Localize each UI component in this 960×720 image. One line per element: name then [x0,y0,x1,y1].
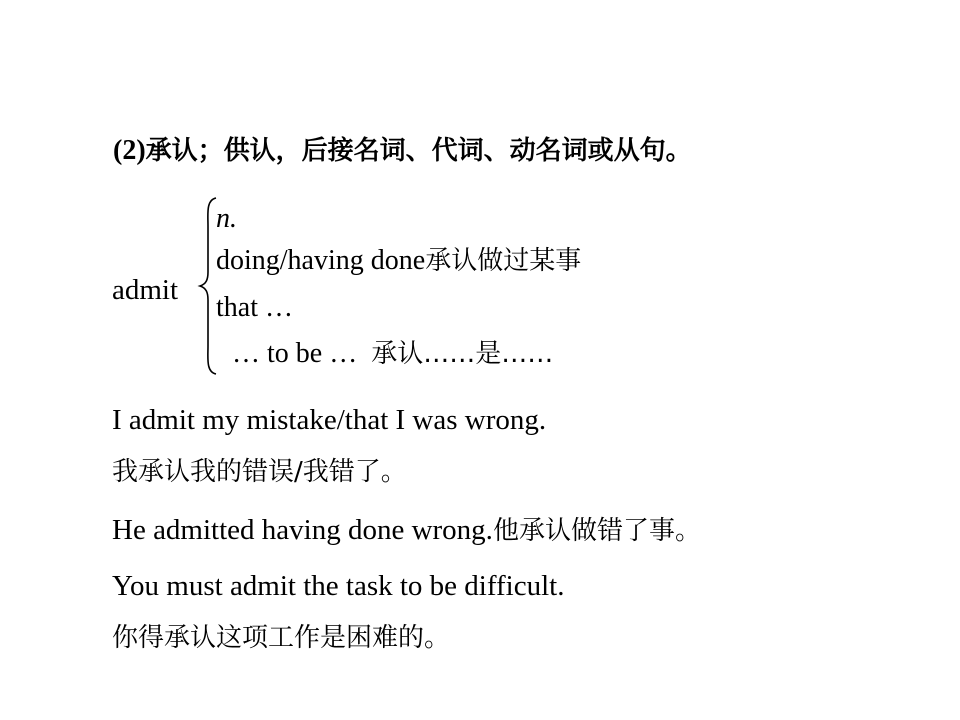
usage-doing-zh: 承认做过某事 [425,246,582,276]
example-3-zh: 你得承认这项工作是困难的。 [112,623,451,653]
example-1-zh: 我承认我的错误/我错了。 [112,457,407,487]
usage-that [216,291,293,325]
headword: admit [112,274,179,306]
usage-doing-en: doing/having done [216,245,426,276]
example-2-en: He admitted having done wrong. [112,514,493,546]
usage-to-be [232,337,553,371]
section-heading [113,134,692,168]
example-2-zh: 他承认做错了事。 [492,516,701,546]
usage-noun-en: n. [216,203,237,234]
usage-noun [216,202,237,236]
usage-to-be-zh: 承认……是…… [371,339,554,369]
usage-to-be-en: … to be … [232,338,358,369]
example-3-en: You must admit the task to be difficult. [112,570,565,602]
section-heading-text: 承认；供认，后接名词、代词、动名词或从句。 [145,136,692,166]
example-2 [112,512,701,549]
usage-doing [216,244,581,278]
section-number: (2) [113,135,146,166]
example-1-en: I admit my mistake/that I was wrong. [112,404,547,436]
usage-that-en: that … [216,292,293,323]
